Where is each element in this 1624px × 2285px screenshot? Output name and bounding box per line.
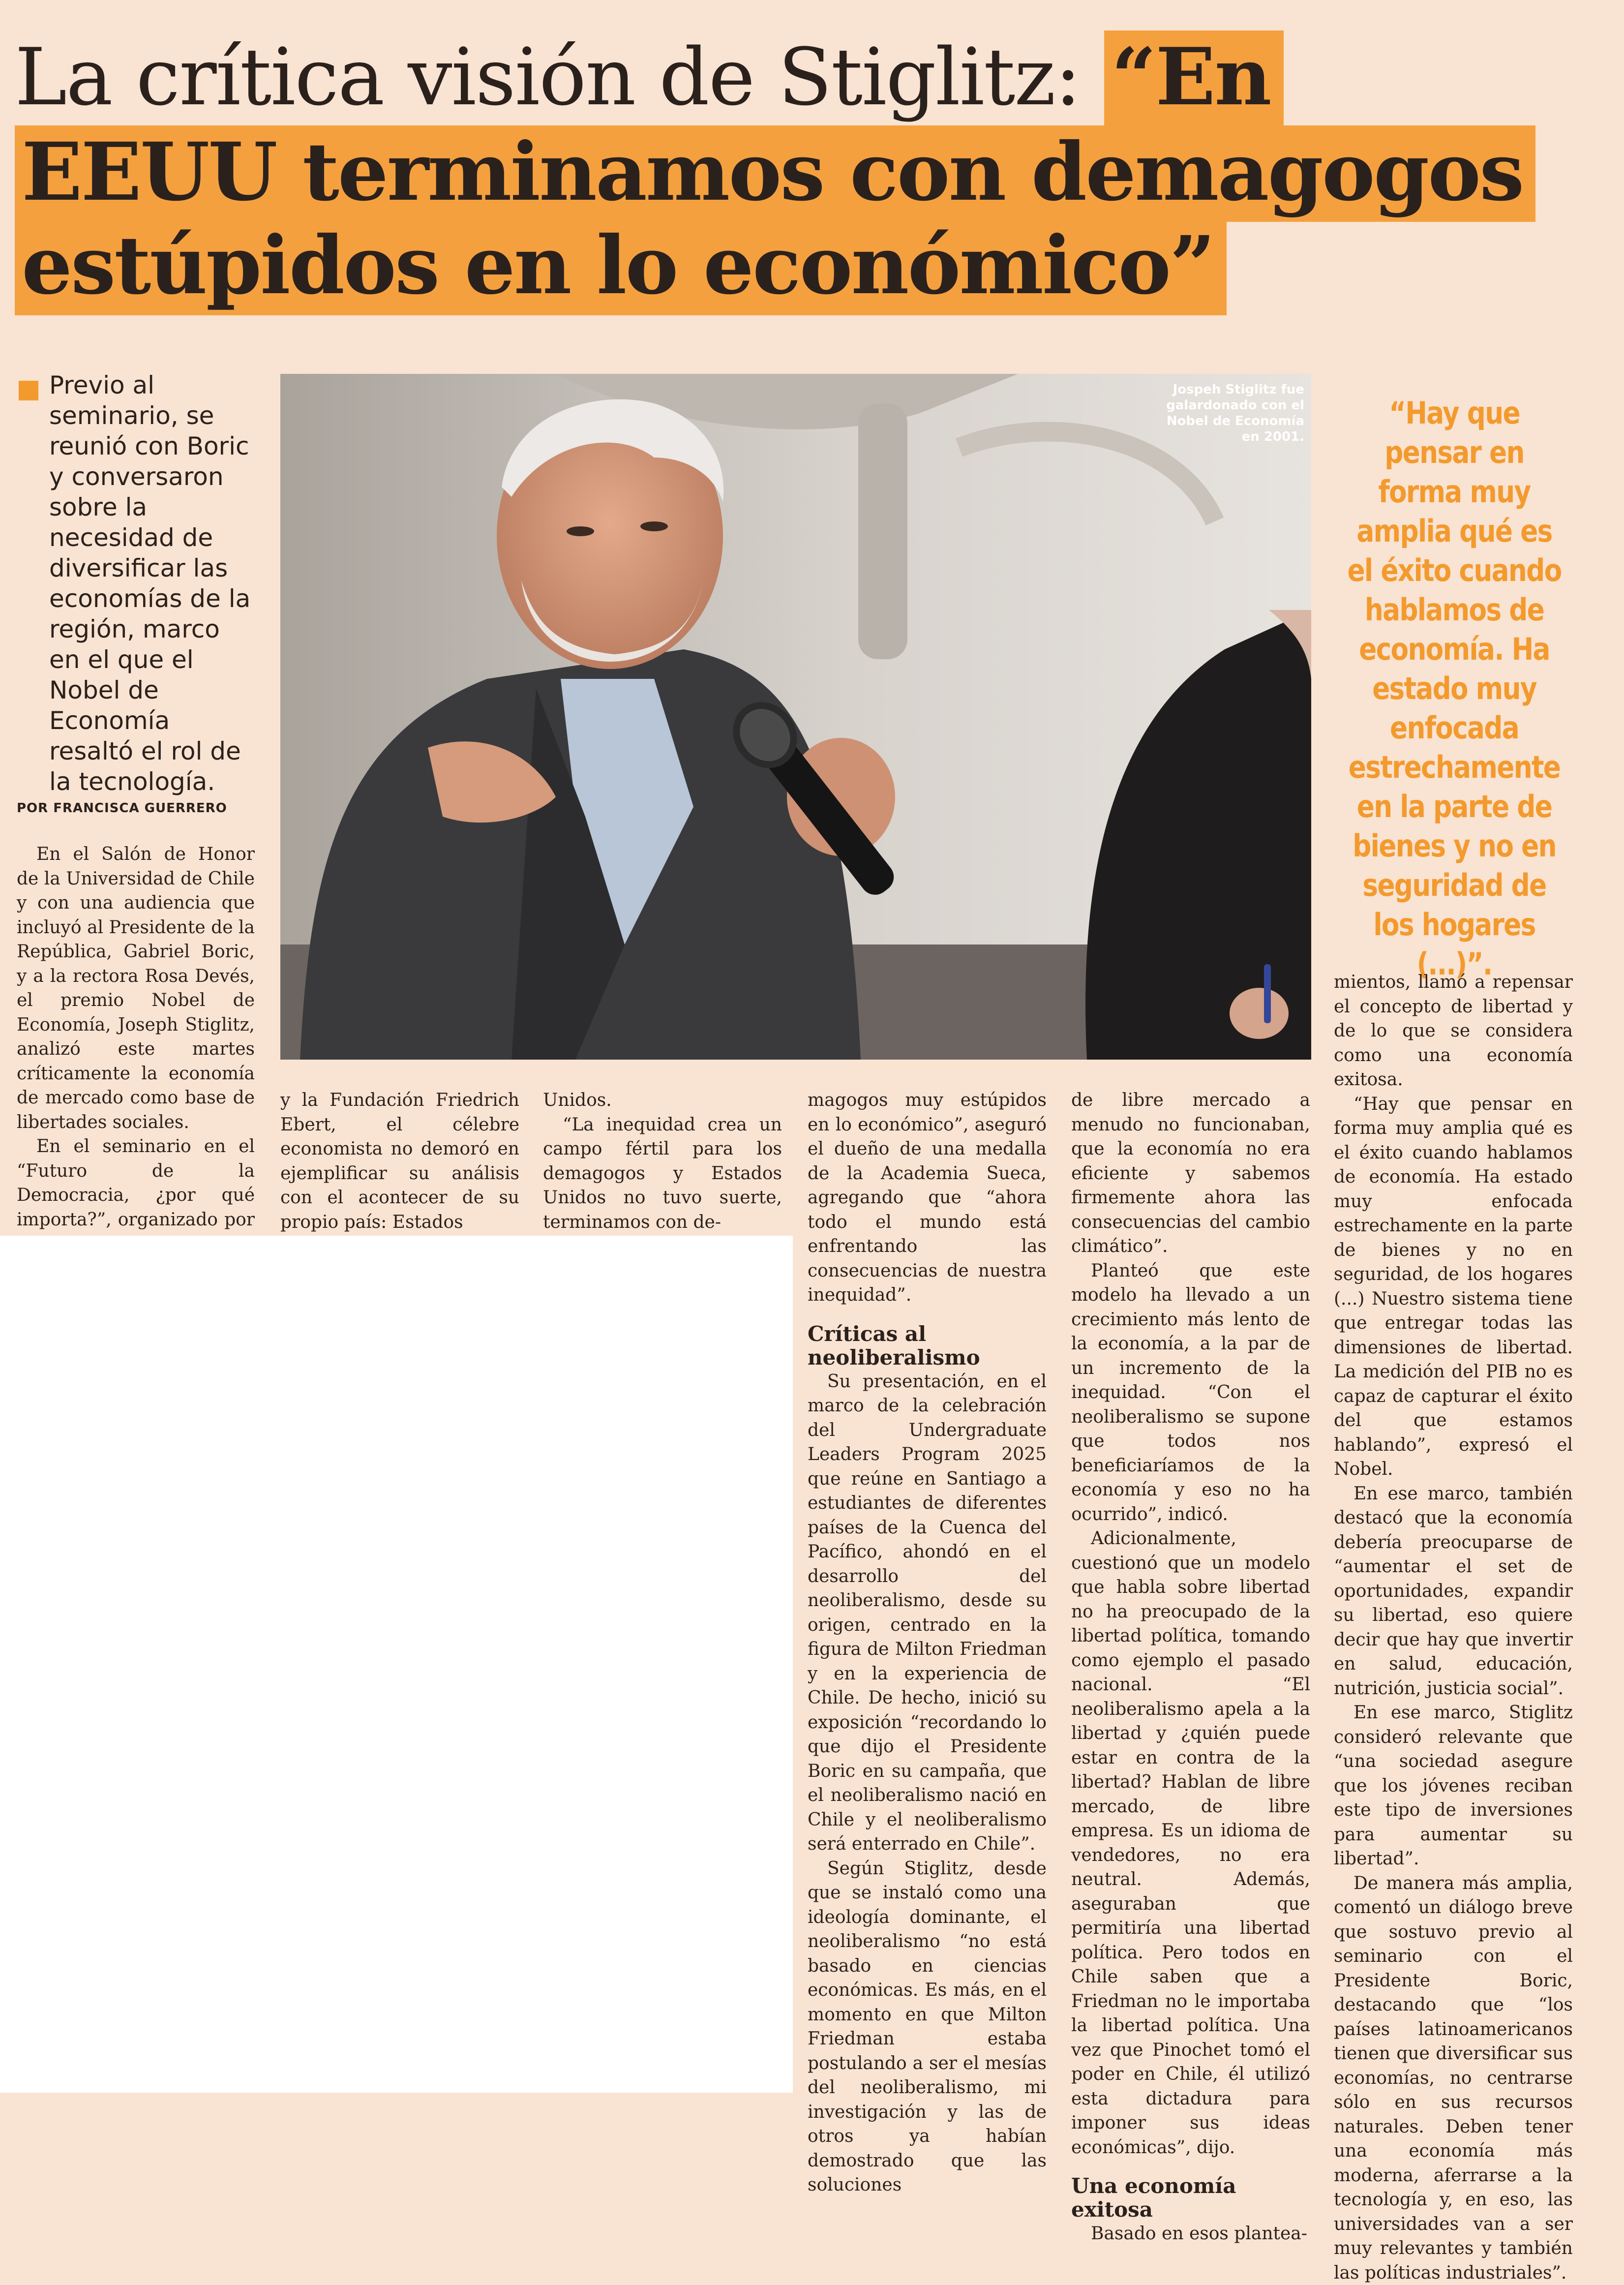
lead-bullet-icon: [19, 381, 38, 400]
article-column-5: [1071, 1088, 1310, 2246]
paragraph: De manera más amplia, comentó un diálogo breve que sostuvo previo al seminario con el Presidente Boric, destacando que “los países latinoamericanos tienen que diversificar sus economías, no centrarse sólo en sus recursos naturales. Deben tener una economía más moderna, aferrarse a la tecnología y, en eso, las universidades van a ser muy relevantes y también las políticas industriales”.: [1334, 1871, 1573, 2285]
article-column-1: [17, 842, 255, 1256]
paragraph: y la Fundación Friedrich Ebert, el célebre economista no demoró en ejemplificar su análisis con el acontecer de su propio país: Estados: [280, 1088, 519, 1234]
paragraph: Adicionalmente, cuestionó que un modelo que habla sobre libertad no ha preocupado de la libertad política, tomando como ejemplo el pasado nacional. “El neoliberalismo apela a la libertad y ¿quién puede estar en contra de la libertad? Hablan de libre mercado, de libre empresa. Es un idioma de vendedores, no era neutral. Además, aseguraban que permitiría una libertad política. Pero todos en Chile saben que a Friedman no le importaba la libertad política. Una vez que Pinochet tomó el poder en Chile, él utilizó esta dictadura para imponer sus ideas económicas”, dijo.: [1071, 1526, 1310, 2160]
paragraph: En ese marco, Stiglitz consideró relevante que “una sociedad asegure que los jóvenes reciban este tipo de inversiones para aumentar su libertad”.: [1334, 1701, 1573, 1871]
pull-quote: “Hay que pensar en forma muy amplia qué es el éxito cuando hablamos de economía. Ha estado muy enfocada estrechamente en la parte de bienes y no en seguridad de los hogares (...)”.: [1342, 394, 1566, 984]
headline-part-thin: La crítica visión de Stiglitz:: [15, 31, 1080, 123]
article-column-3: [543, 1088, 782, 1234]
paragraph: “Hay que pensar en forma muy amplia qué es el éxito cuando hablamos de economía. Ha estado muy enfocada estrechamente en la parte de bienes y no en seguridad, de los hogares (...) Nuestro sistema tiene que entregar todas las dimensiones de libertad. La medición del PIB no es capaz de capturar el éxito del que estamos hablando”, expresó el Nobel.: [1334, 1092, 1573, 1482]
paragraph: Basado en esos plantea-: [1071, 2222, 1310, 2246]
paragraph: mientos, llamó a repensar el concepto de libertad y de lo que se considera como una economía exitosa.: [1334, 970, 1573, 1092]
section-heading: Críticas al neoliberalismo: [808, 1322, 1047, 1370]
article-column-2: [280, 1088, 519, 1234]
article-column-6: [1334, 970, 1573, 2285]
paragraph: Su presentación, en el marco de la celebración del Undergraduate Leaders Program 2025 que reúne en Santiago a estudiantes de diferentes países de la Cuenca del Pacífico, ahondó en el desarrollo del neoliberalismo, desde su origen, centrado en la figura de Milton Friedman y en la experiencia de Chile. De hecho, inició su exposición “recordando lo que dijo el Presidente Boric en su campaña, que el neoliberalismo nació en Chile y el neoliberalismo será enterrado en Chile”.: [808, 1370, 1047, 1857]
byline: POR FRANCISCA GUERRERO: [17, 801, 263, 816]
section-heading: Una economía exitosa: [1071, 2174, 1310, 2222]
paragraph: En ese marco, también destacó que la economía debería preocuparse de “aumentar el set de oportunidades, expandir su libertad, eso quiere decir que hay que invertir en salud, educación, nutrición, justicia social”.: [1334, 1482, 1573, 1701]
headline-quote-start: “En: [1104, 30, 1283, 126]
paragraph: de libre mercado a menudo no funcionaban, que la economía no era eficiente y sabemos firmemente ahora las consecuencias del cambio climático”.: [1071, 1088, 1310, 1259]
paragraph: En el Salón de Honor de la Universidad de Chile y con una audiencia que incluyó al Presidente de la República, Gabriel Boric, y a la rectora Rosa Devés, el premio Nobel de Economía, Joseph Stiglitz, analizó este martes críticamente la economía de mercado como base de libertades sociales.: [17, 842, 255, 1134]
paragraph: Según Stiglitz, desde que se instaló como una ideología dominante, el neoliberalismo “no está basado en ciencias económicas. Es más, en el momento en que Milton Friedman estaba postulando a ser el mesías del neoliberalismo, mi investigación y las de otros ya habían demostrado que las soluciones: [808, 1857, 1047, 2197]
paragraph: En el seminario en el “Futuro de la Democracia, ¿por qué importa?”, organizado por: [17, 1134, 255, 1256]
headline: [15, 29, 1608, 312]
article-column-4: [808, 1088, 1047, 2197]
paragraph: magogos muy estúpidos en lo económico”, aseguró el dueño de una medalla de la Academia Sueca, agregando que “ahora todo el mundo está enfrentando las consecuencias de nuestra inequidad”.: [808, 1088, 1047, 1308]
photo-caption: Jospeh Stiglitz fue galardonado con el Nobel de Economía en 2001.: [1151, 382, 1304, 445]
headline-quote-end: estúpidos en lo económico”: [15, 219, 1227, 315]
paragraph: Planteó que este modelo ha llevado a un crecimiento más lento de la economía, a la par de un incremento de la inequidad. “Con el neoliberalismo se supone que todos nos beneficiaríamos de la economía y eso no ha ocurrido”, indicó.: [1071, 1259, 1310, 1527]
paragraph: Unidos.: [543, 1088, 782, 1113]
headline-quote-middle: EEUU terminamos con demagogos: [15, 125, 1535, 222]
paragraph: “La inequidad crea un campo fértil para los demagogos y Estados Unidos no tuvo suerte, terminamos con de-: [543, 1113, 782, 1235]
article-photo: [280, 374, 1311, 1060]
blank-area: [0, 1236, 793, 2093]
lead-paragraph: Previo al seminario, se reunió con Boric y conversaron sobre la necesidad de diversificar las economías de la región, marco en el que el Nobel de Economía resaltó el rol de la tecnología.: [49, 370, 256, 797]
